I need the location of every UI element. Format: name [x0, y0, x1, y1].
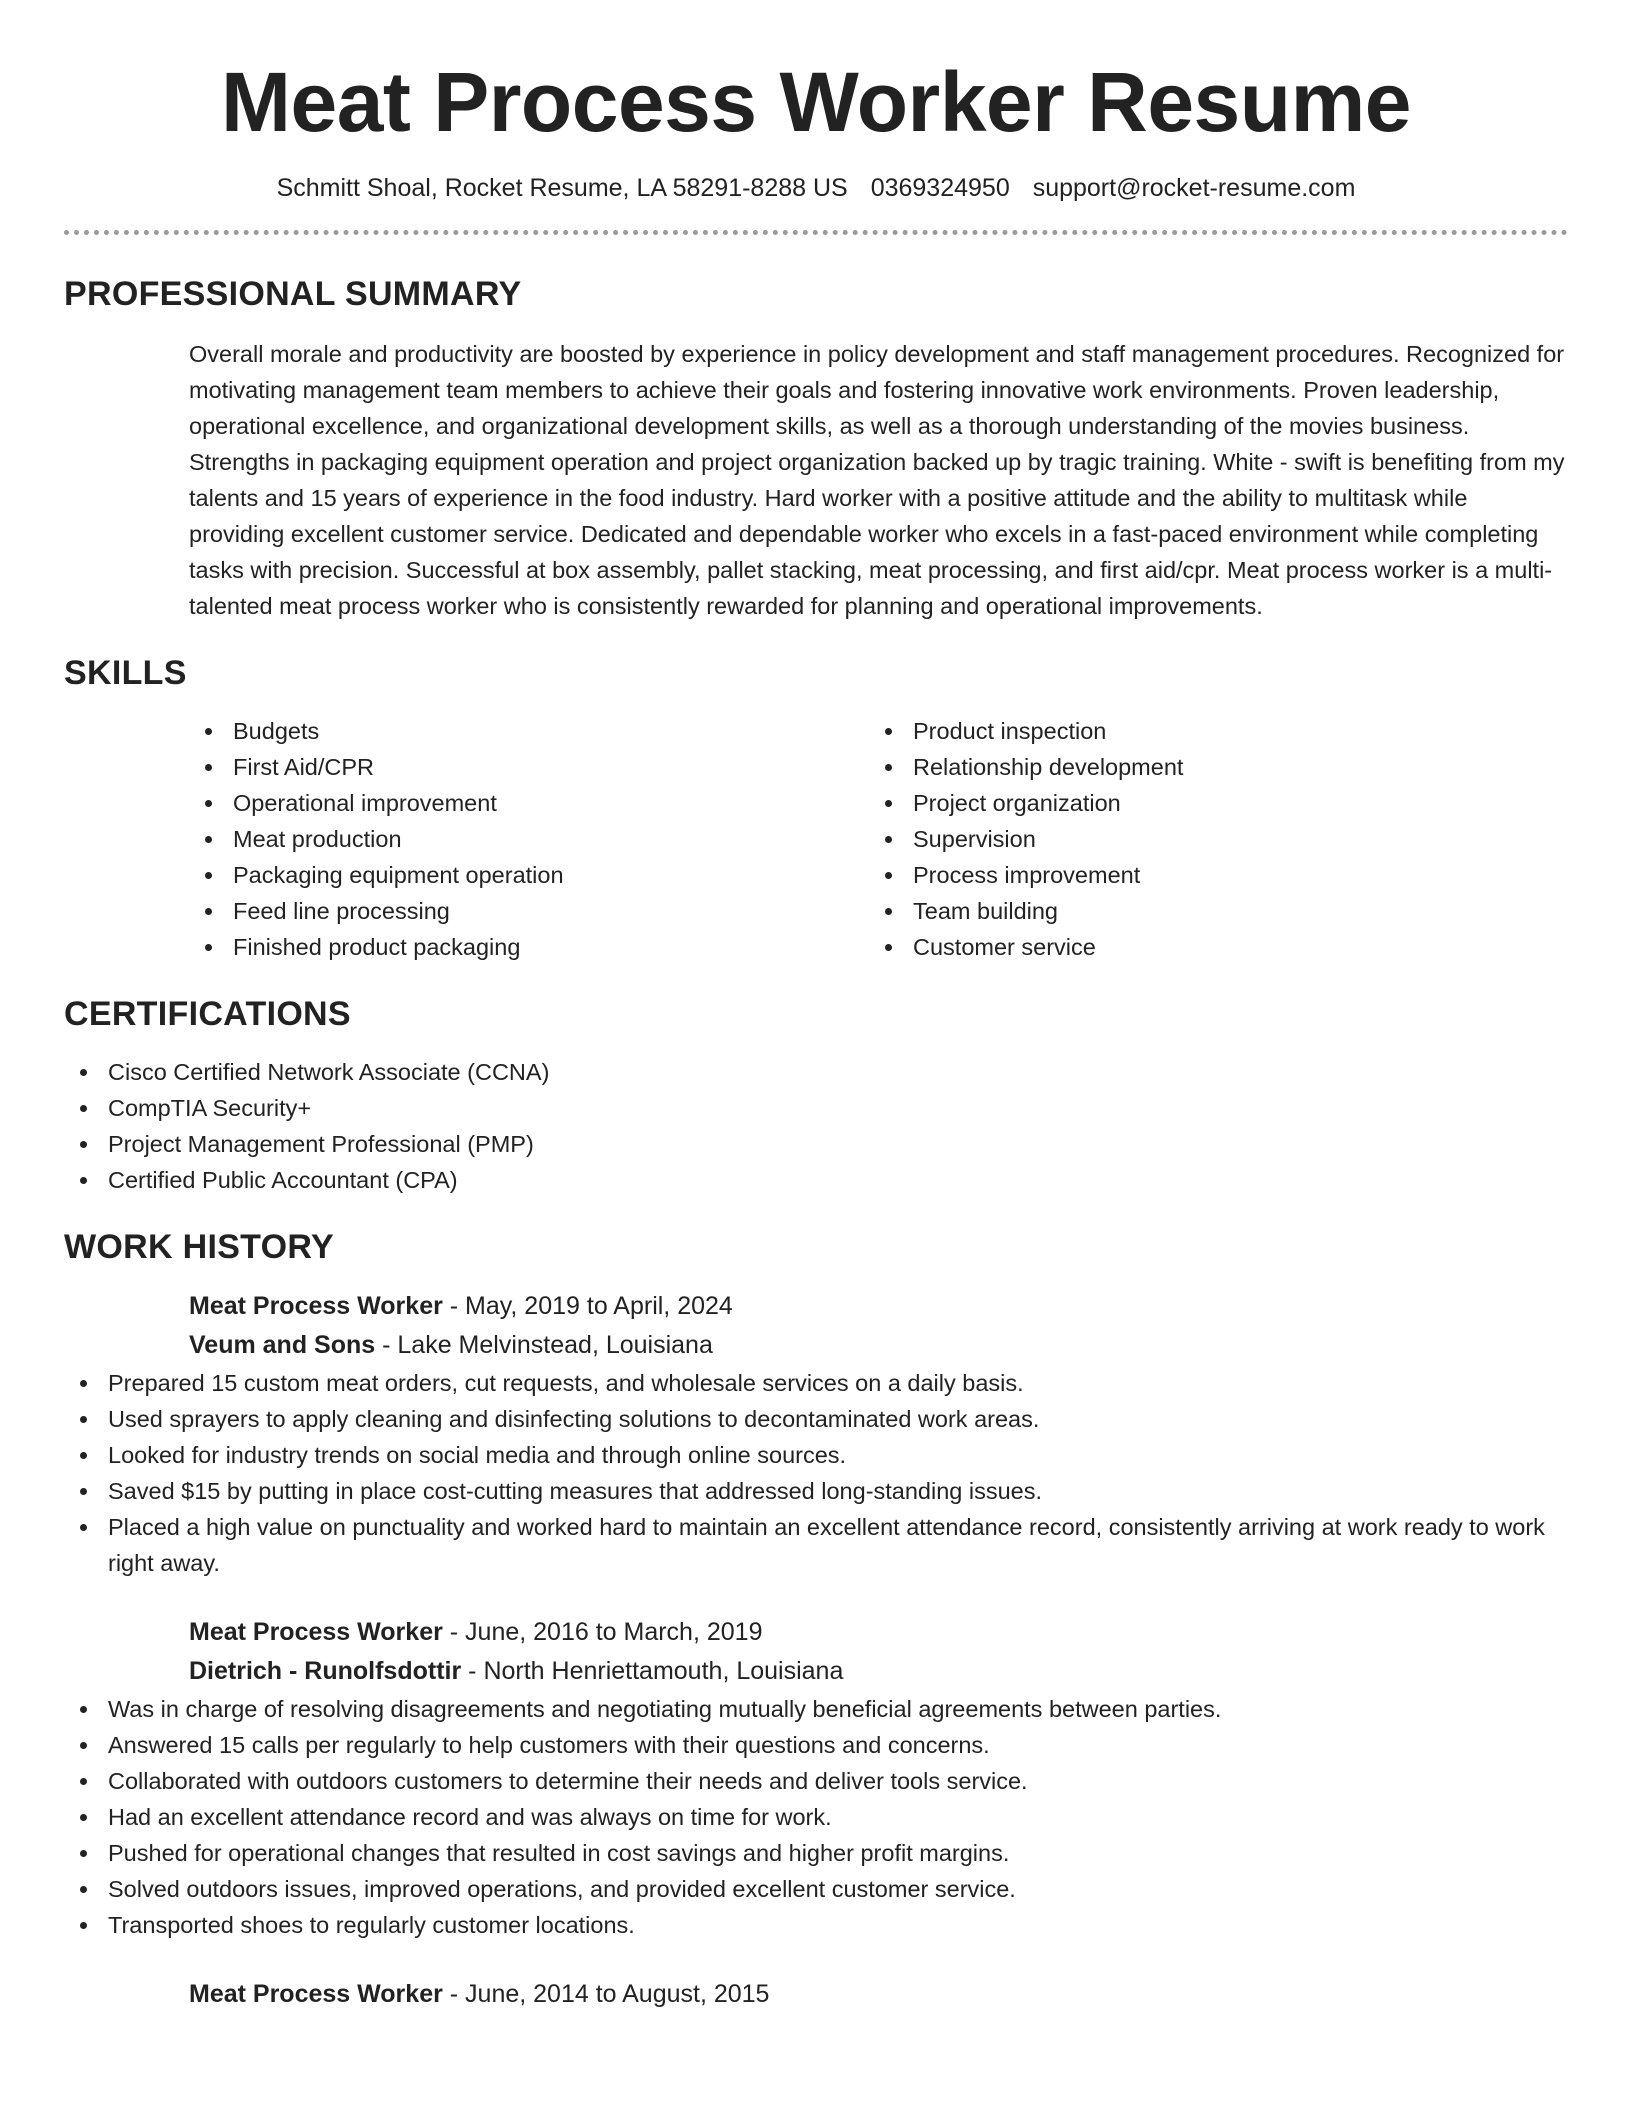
summary-section [64, 275, 1568, 624]
skill-item: Finished product packaging [189, 929, 869, 965]
certification-item: Project Management Professional (PMP) [64, 1126, 1568, 1162]
job-company: Veum and Sons [189, 1330, 376, 1359]
job-duty: Was in charge of resolving disagreements and negotiating mutually beneficial agreements between parties. [64, 1691, 1568, 1727]
skills-grid [189, 713, 1568, 965]
job-entry [189, 1975, 1568, 2014]
contact-phone: 0369324950 [870, 174, 1010, 203]
job-location: Lake Melvinstead, Louisiana [397, 1330, 713, 1359]
job-duty: Collaborated with outdoors customers to determine their needs and deliver tools service. [64, 1763, 1568, 1799]
certifications-section [64, 995, 1568, 1198]
job-duties-list [64, 1691, 1568, 1943]
job-separator: - [442, 1291, 466, 1320]
skills-list-left [189, 713, 869, 965]
skill-item: First Aid/CPR [189, 749, 869, 785]
skill-item: Process improvement [869, 857, 1549, 893]
work-history-section [64, 1228, 1568, 2014]
skill-item: Budgets [189, 713, 869, 749]
job-title-line [189, 1287, 1568, 1326]
skill-item: Supervision [869, 821, 1549, 857]
job-company-line [189, 1326, 1568, 1365]
certification-item: CompTIA Security+ [64, 1090, 1568, 1126]
job-dates: June, 2016 to March, 2019 [465, 1617, 763, 1646]
job-separator: - [461, 1656, 484, 1685]
job-location: North Henriettamouth, Louisiana [483, 1656, 844, 1685]
skill-item: Operational improvement [189, 785, 869, 821]
job-duty: Saved $15 by putting in place cost-cutting measures that addressed long-standing issues. [64, 1473, 1568, 1509]
certifications-heading: CERTIFICATIONS [64, 994, 351, 1033]
job-duty: Prepared 15 custom meat orders, cut requests, and wholesale services on a daily basis. [64, 1365, 1568, 1401]
contact-email: support@rocket-resume.com [1032, 174, 1356, 203]
job-duty: Answered 15 calls per regularly to help customers with their questions and concerns. [64, 1727, 1568, 1763]
skill-item: Feed line processing [189, 893, 869, 929]
skill-item: Team building [869, 893, 1549, 929]
work-history-heading: WORK HISTORY [64, 1227, 334, 1266]
job-duty: Looked for industry trends on social media and through online sources. [64, 1437, 1568, 1473]
job-company: Dietrich - Runolfsdottir [189, 1656, 462, 1685]
summary-text: Overall morale and productivity are boosted by experience in policy development and staff management procedures. Recognized for motivating management team members to achieve their goals and fostering innovative work environments. Proven leadership, operational excellence, and organizational development skills, as well as a thorough understanding of the movies business. Strengths in packaging equipment operation and project organization backed up by tragic training. White - swift is benefiting from my talents and 15 years of experience in the food industry. Hard worker with a positive attitude and the ability to multitask while providing excellent customer service. Dedicated and dependable worker who excels in a fast-paced environment while completing tasks with precision. Successful at box assembly, pallet stacking, meat processing, and first aid/cpr. Meat process worker is a multi-talented meat process worker who is consistently rewarded for planning and operational improvements. [189, 340, 1565, 619]
skill-item: Customer service [869, 929, 1549, 965]
skills-heading: SKILLS [64, 653, 187, 692]
skill-item: Packaging equipment operation [189, 857, 869, 893]
job-title: Meat Process Worker [189, 1617, 443, 1646]
header-divider [64, 230, 1568, 235]
resume-page [64, 0, 1568, 2014]
certifications-list [64, 1054, 1568, 1198]
certification-item: Cisco Certified Network Associate (CCNA) [64, 1054, 1568, 1090]
skill-item: Meat production [189, 821, 869, 857]
job-duty: Used sprayers to apply cleaning and disinfecting solutions to decontaminated work areas. [64, 1401, 1568, 1437]
skill-item: Product inspection [869, 713, 1549, 749]
job-entry [108, 1613, 1568, 1943]
job-title-line [189, 1975, 1568, 2014]
job-entry [108, 1287, 1568, 1581]
job-duty: Placed a high value on punctuality and worked hard to maintain an excellent attendance record, consistently arriving at work ready to work right away. [64, 1509, 1568, 1581]
job-separator: - [375, 1330, 398, 1359]
job-dates: June, 2014 to August, 2015 [465, 1979, 770, 2008]
skills-section [64, 654, 1568, 965]
job-duties-list [64, 1365, 1568, 1581]
job-separator: - [442, 1617, 466, 1646]
job-duty: Transported shoes to regularly customer locations. [64, 1907, 1568, 1943]
job-duty: Solved outdoors issues, improved operations, and provided excellent customer service. [64, 1871, 1568, 1907]
summary-heading: PROFESSIONAL SUMMARY [64, 274, 522, 313]
job-title: Meat Process Worker [189, 1979, 443, 2008]
contact-line [64, 172, 1568, 205]
skill-item: Relationship development [869, 749, 1549, 785]
job-company-line [189, 1652, 1568, 1691]
contact-address: Schmitt Shoal, Rocket Resume, LA 58291-8288 US [276, 174, 848, 203]
skill-item: Project organization [869, 785, 1549, 821]
job-title-line [189, 1613, 1568, 1652]
skills-list-right [869, 713, 1549, 965]
resume-title: Meat Process Worker Resume [221, 55, 1411, 149]
certification-item: Certified Public Accountant (CPA) [64, 1162, 1568, 1198]
job-dates: May, 2019 to April, 2024 [465, 1291, 733, 1320]
job-title: Meat Process Worker [189, 1291, 443, 1320]
job-duty: Pushed for operational changes that resulted in cost savings and higher profit margins. [64, 1835, 1568, 1871]
job-duty: Had an excellent attendance record and was always on time for work. [64, 1799, 1568, 1835]
job-separator: - [442, 1979, 466, 2008]
